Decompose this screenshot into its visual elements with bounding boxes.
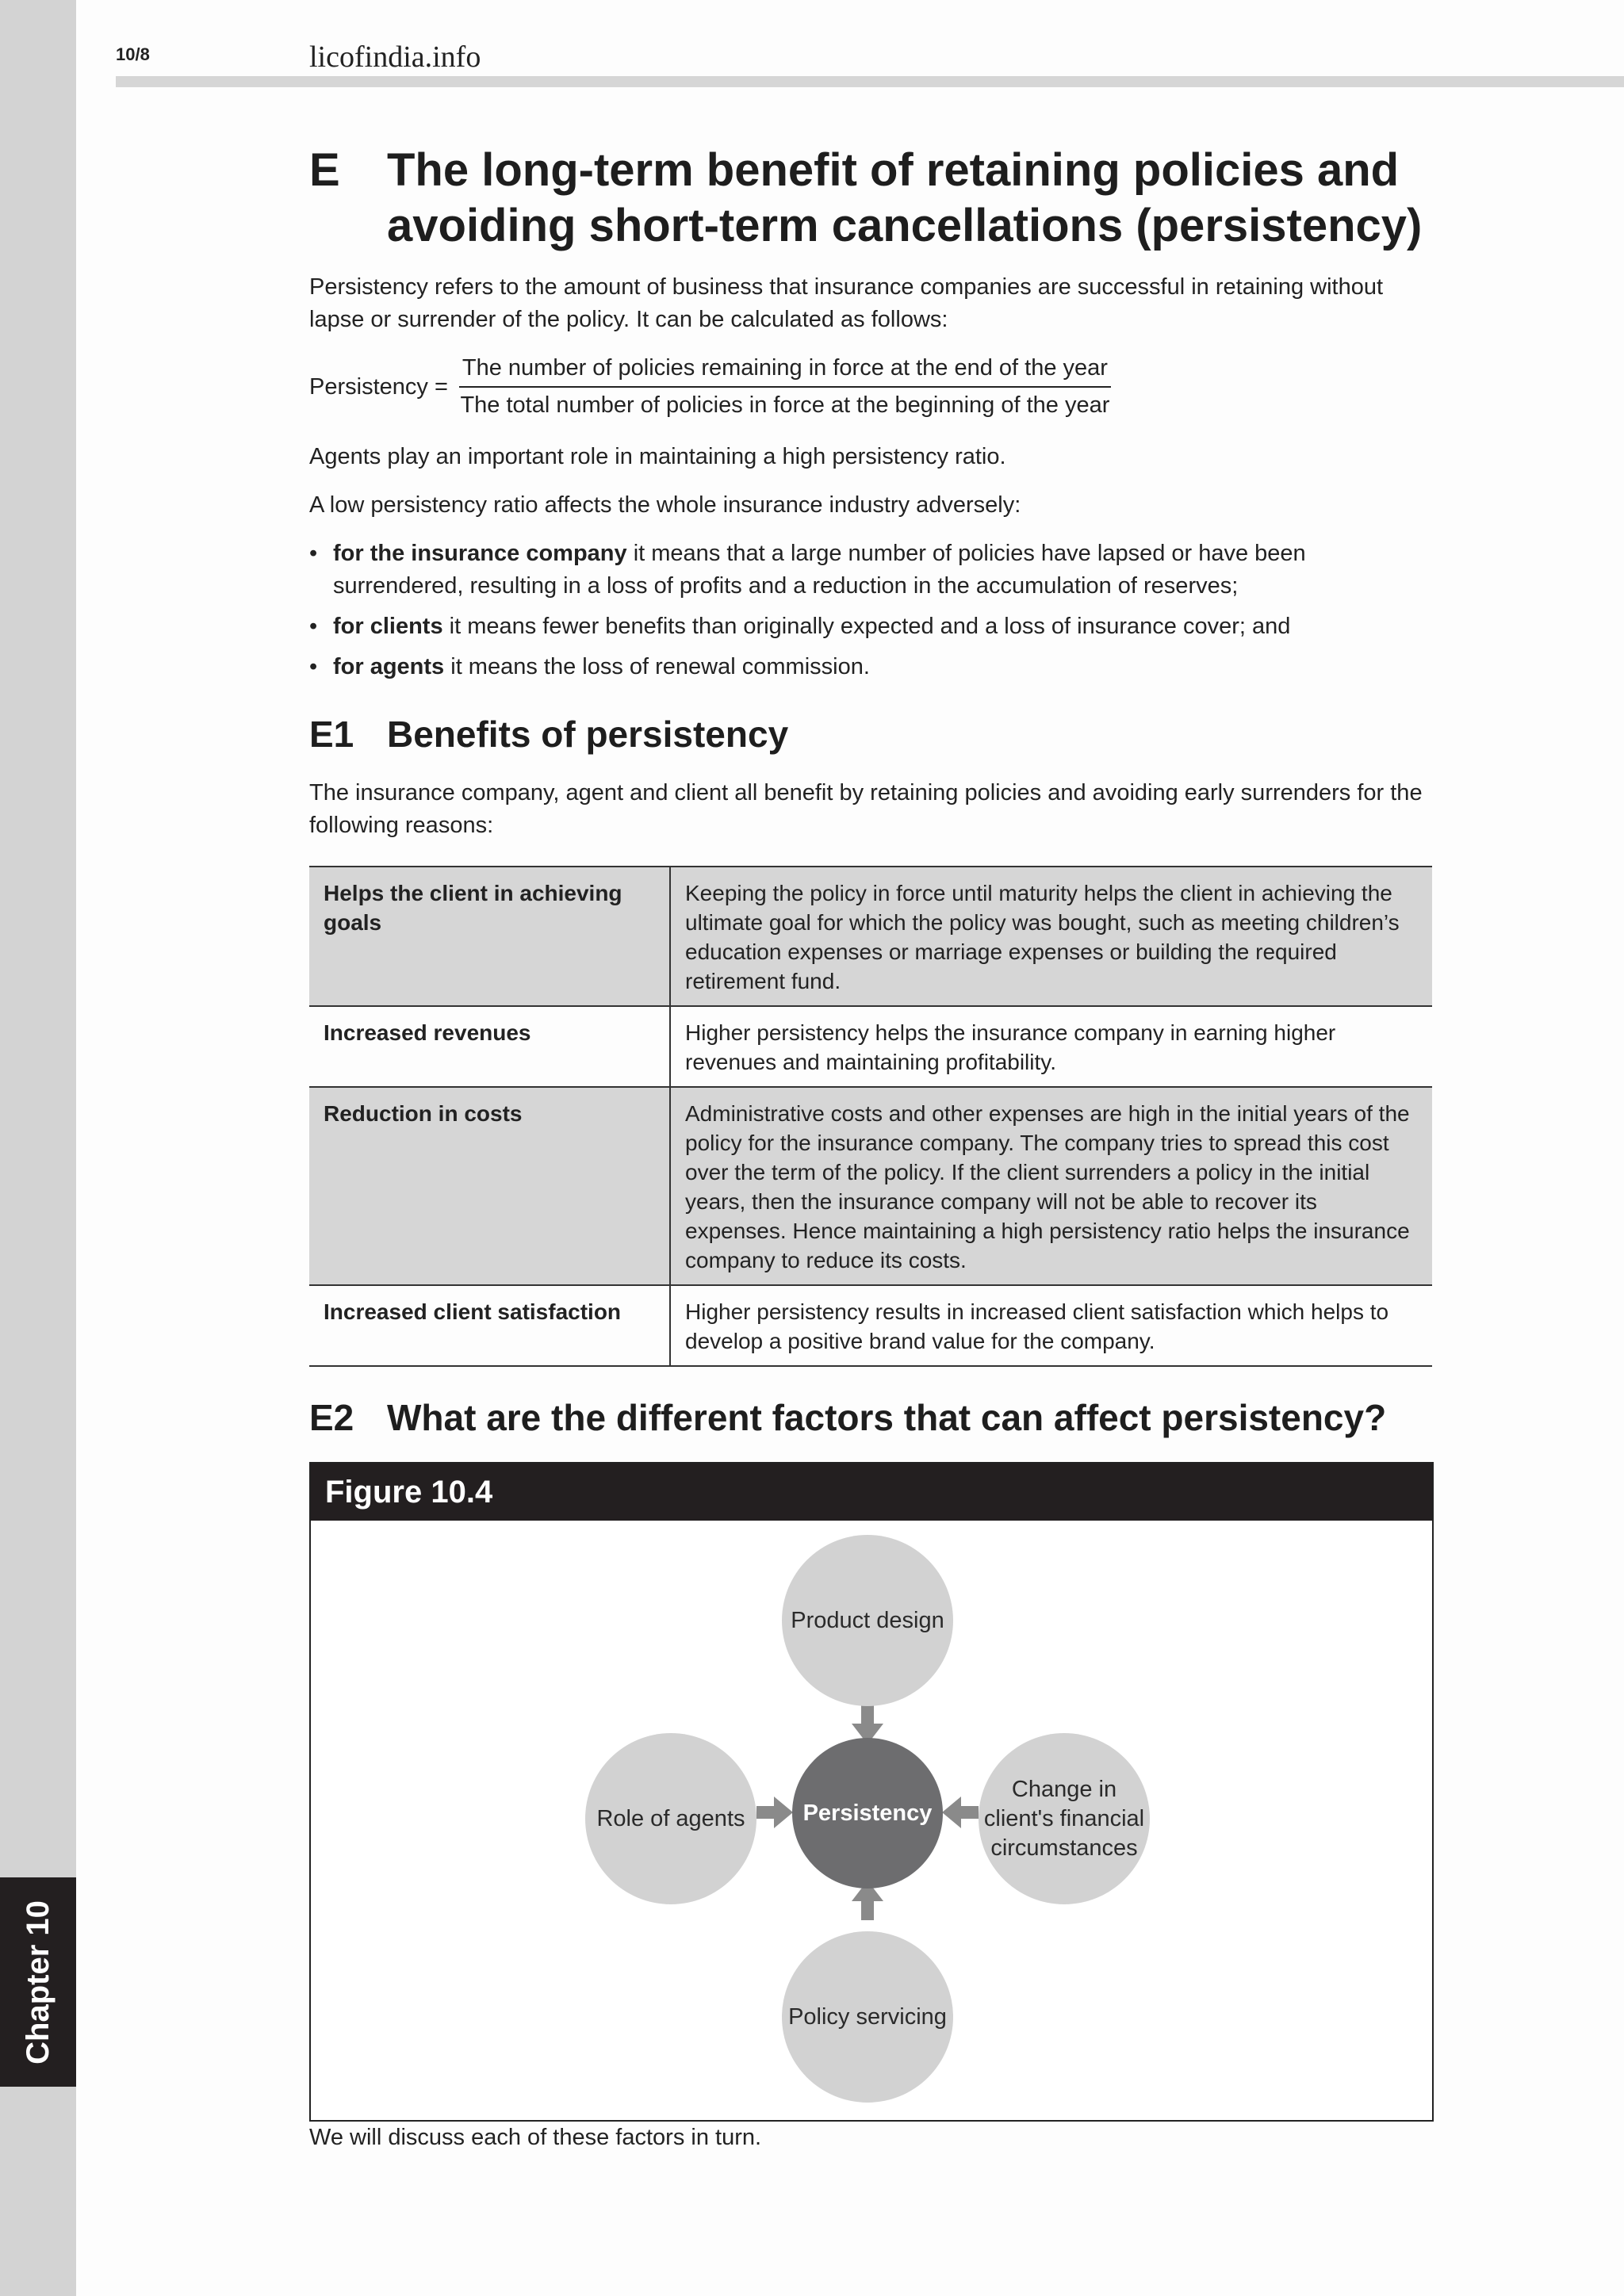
impact-list (309, 538, 1432, 683)
row-text: Higher persistency helps the insurance company in earning higher revenues and maintaining profitability. (670, 1006, 1432, 1087)
benefits-table (309, 866, 1432, 1367)
row-text: Administrative costs and other expenses are high in the initial years of the policy for the insurance company. The company tries to spread this cost over the term of the policy. If the client surrenders a policy in the initial years, then the insurance company will not be able to recover its expenses. Hence maintaining a high persistency ratio helps the insurance company to reduce its costs. (670, 1087, 1432, 1285)
list-item (309, 610, 1432, 643)
formula-numerator: The number of policies remaining in force at the end of the year (459, 352, 1111, 388)
header-rule (116, 76, 1624, 87)
figure-title: Figure 10.4 (311, 1464, 1432, 1521)
row-label: Helps the client in achieving goals (309, 867, 670, 1006)
formula-denominator: The total number of policies in force at the beginning of the year (460, 392, 1110, 418)
arrow-right-head (774, 1797, 793, 1828)
list-item-text: it means that a large number of policies have lapsed or have been surrendered, resulting in a loss of profits and a reduction in the accumulation of reserves; (333, 541, 1306, 599)
row-label: Reduction in costs (309, 1087, 670, 1285)
list-item (309, 651, 1432, 683)
formula-fraction (459, 352, 1111, 422)
node-persistency: Persistency (792, 1738, 943, 1888)
list-item (309, 538, 1432, 603)
row-label: Increased revenues (309, 1006, 670, 1087)
table-row (309, 1087, 1432, 1285)
e1-intro: The insurance company, agent and client all benefit by retaining policies and avoiding early surrenders for the following reasons: (309, 780, 1423, 838)
node-product-design: Product design (782, 1535, 953, 1706)
table-row (309, 1006, 1432, 1087)
table-row (309, 867, 1432, 1006)
arrow-up-icon (861, 1900, 874, 1920)
arrow-left-icon (959, 1806, 979, 1819)
section-heading (309, 143, 1432, 254)
section-title (387, 143, 1422, 254)
section-title-line2: avoiding short-term cancellations (persistency) (387, 200, 1423, 251)
list-item-text: it means the loss of renewal commission. (444, 654, 870, 679)
list-item-bold: for clients (333, 614, 443, 639)
formula-lhs: Persistency = (309, 373, 448, 400)
page-number: 10/8 (116, 44, 150, 64)
e2-title: What are the different factors that can affect persistency? (387, 1397, 1387, 1438)
list-item-bold: for agents (333, 654, 445, 679)
node-client-circumstances: Change in client's financial circumstances (979, 1733, 1150, 1904)
arrow-right-icon (756, 1806, 776, 1819)
page-content (309, 143, 1432, 2170)
e2-number: E2 (309, 1397, 354, 1438)
agents-paragraph: Agents play an important role in maintaining a high persistency ratio. (309, 444, 1006, 469)
persistency-diagram (311, 1521, 1432, 2120)
arrow-down-icon (861, 1705, 874, 1725)
e1-number: E1 (309, 714, 354, 755)
list-item-bold: for the insurance company (333, 541, 627, 566)
section-letter: E (309, 144, 340, 196)
e1-title: Benefits of persistency (387, 714, 789, 755)
section-title-line1: The long-term benefit of retaining policies and (387, 144, 1400, 196)
figure-10-4 (309, 1462, 1434, 2122)
node-policy-servicing: Policy servicing (782, 1931, 953, 2103)
site-name: licofindia.info (309, 40, 481, 74)
row-text: Higher persistency results in increased client satisfaction which helps to develop a positive brand value for the company. (670, 1285, 1432, 1366)
closing-paragraph: We will discuss each of these factors in turn. (309, 2125, 762, 2150)
table-row (309, 1285, 1432, 1366)
row-text: Keeping the policy in force until maturity helps the client in achieving the ultimate goal for which the policy was bought, such as meeting children’s education expenses or marriage expenses or building the required retirement fund. (670, 867, 1432, 1006)
chapter-tab (0, 1877, 76, 2087)
e1-heading (309, 712, 1432, 756)
persistency-formula (309, 352, 1432, 422)
e2-heading (309, 1395, 1432, 1440)
low-ratio-paragraph: A low persistency ratio affects the whole insurance industry adversely: (309, 492, 1021, 518)
node-role-of-agents: Role of agents (585, 1733, 756, 1904)
list-item-text: it means fewer benefits than originally expected and a loss of insurance cover; and (442, 614, 1291, 639)
arrow-left-head (942, 1797, 961, 1828)
intro-paragraph: Persistency refers to the amount of business that insurance companies are successful in retaining without lapse or surrender of the policy. It can be calculated as follows: (309, 274, 1384, 332)
chapter-tab-label: Chapter 10 (20, 1900, 56, 2064)
row-label: Increased client satisfaction (309, 1285, 670, 1366)
